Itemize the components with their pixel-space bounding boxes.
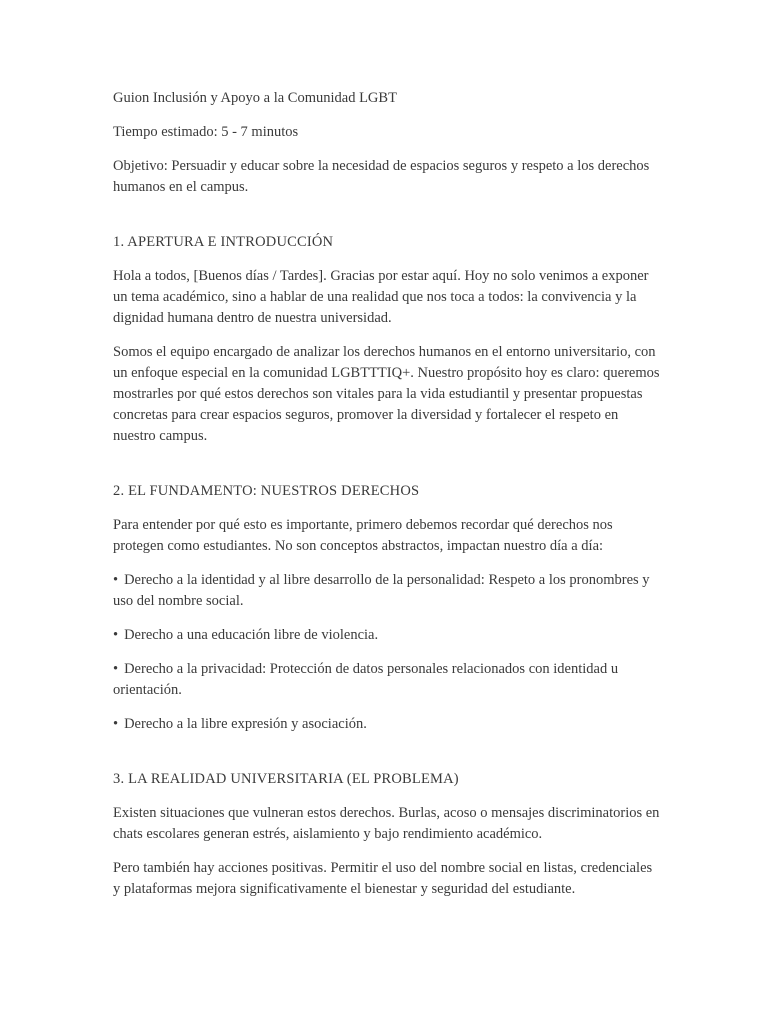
bullet-text: Derecho a la libre expresión y asociación. [124, 716, 367, 732]
section-realidad-universitaria [113, 769, 661, 900]
bullet-marker: • [113, 572, 119, 588]
objective-statement: Objetivo: Persuadir y educar sobre la necesidad de espacios seguros y respeto a los derechos humanos en el campus. [113, 158, 650, 195]
section-heading: 2. EL FUNDAMENTO: NUESTROS DERECHOS [113, 483, 420, 499]
bullet-item [113, 625, 661, 646]
document-title: Guion Inclusión y Apoyo a la Comunidad LGBT [113, 90, 397, 106]
section-apertura-introduccion [113, 232, 661, 447]
section-heading: 3. LA REALIDAD UNIVERSITARIA (EL PROBLEMA) [113, 771, 459, 787]
paragraph: Para entender por qué esto es importante, primero debemos recordar qué derechos nos protegen como estudiantes. No son conceptos abstractos, impactan nuestro día a día: [113, 517, 613, 554]
section-heading: 1. APERTURA E INTRODUCCIÓN [113, 234, 334, 250]
bullet-text: Derecho a la identidad y al libre desarrollo de la personalidad: Respeto a los pronombres y uso del nombre social. [113, 572, 650, 609]
bullet-text: Derecho a la privacidad: Protección de datos personales relacionados con identidad u orientación. [113, 661, 619, 698]
bullet-item [113, 714, 661, 735]
bullet-marker: • [113, 627, 119, 643]
time-estimate: Tiempo estimado: 5 - 7 minutos [113, 124, 299, 140]
bullet-item [113, 570, 661, 612]
document-content [113, 88, 661, 900]
paragraph: Somos el equipo encargado de analizar los derechos humanos en el entorno universitario, con un enfoque especial en la comunidad LGBTTTIQ+. Nuestro propósito hoy es claro: queremos mostrarles por qué estos derechos son vitales para la vida estudiantil y presentar propuestas concretas para crear espacios seguros, promover la diversidad y fortalecer el respeto en nuestro campus. [113, 344, 660, 444]
bullet-marker: • [113, 716, 119, 732]
bullet-marker: • [113, 661, 119, 677]
bullet-item [113, 659, 661, 701]
section-fundamento-derechos [113, 481, 661, 735]
bullet-text: Derecho a una educación libre de violencia. [124, 627, 379, 643]
paragraph: Existen situaciones que vulneran estos derechos. Burlas, acoso o mensajes discriminatorios en chats escolares generan estrés, aislamiento y bajo rendimiento académico. [113, 805, 660, 842]
paragraph: Pero también hay acciones positivas. Permitir el uso del nombre social en listas, credenciales y plataformas mejora significativamente el bienestar y seguridad del estudiante. [113, 860, 653, 897]
paragraph: Hola a todos, [Buenos días / Tardes]. Gracias por estar aquí. Hoy no solo venimos a exponer un tema académico, sino a hablar de una realidad que nos toca a todos: la convivencia y la dignidad humana dentro de nuestra universidad. [113, 268, 649, 326]
